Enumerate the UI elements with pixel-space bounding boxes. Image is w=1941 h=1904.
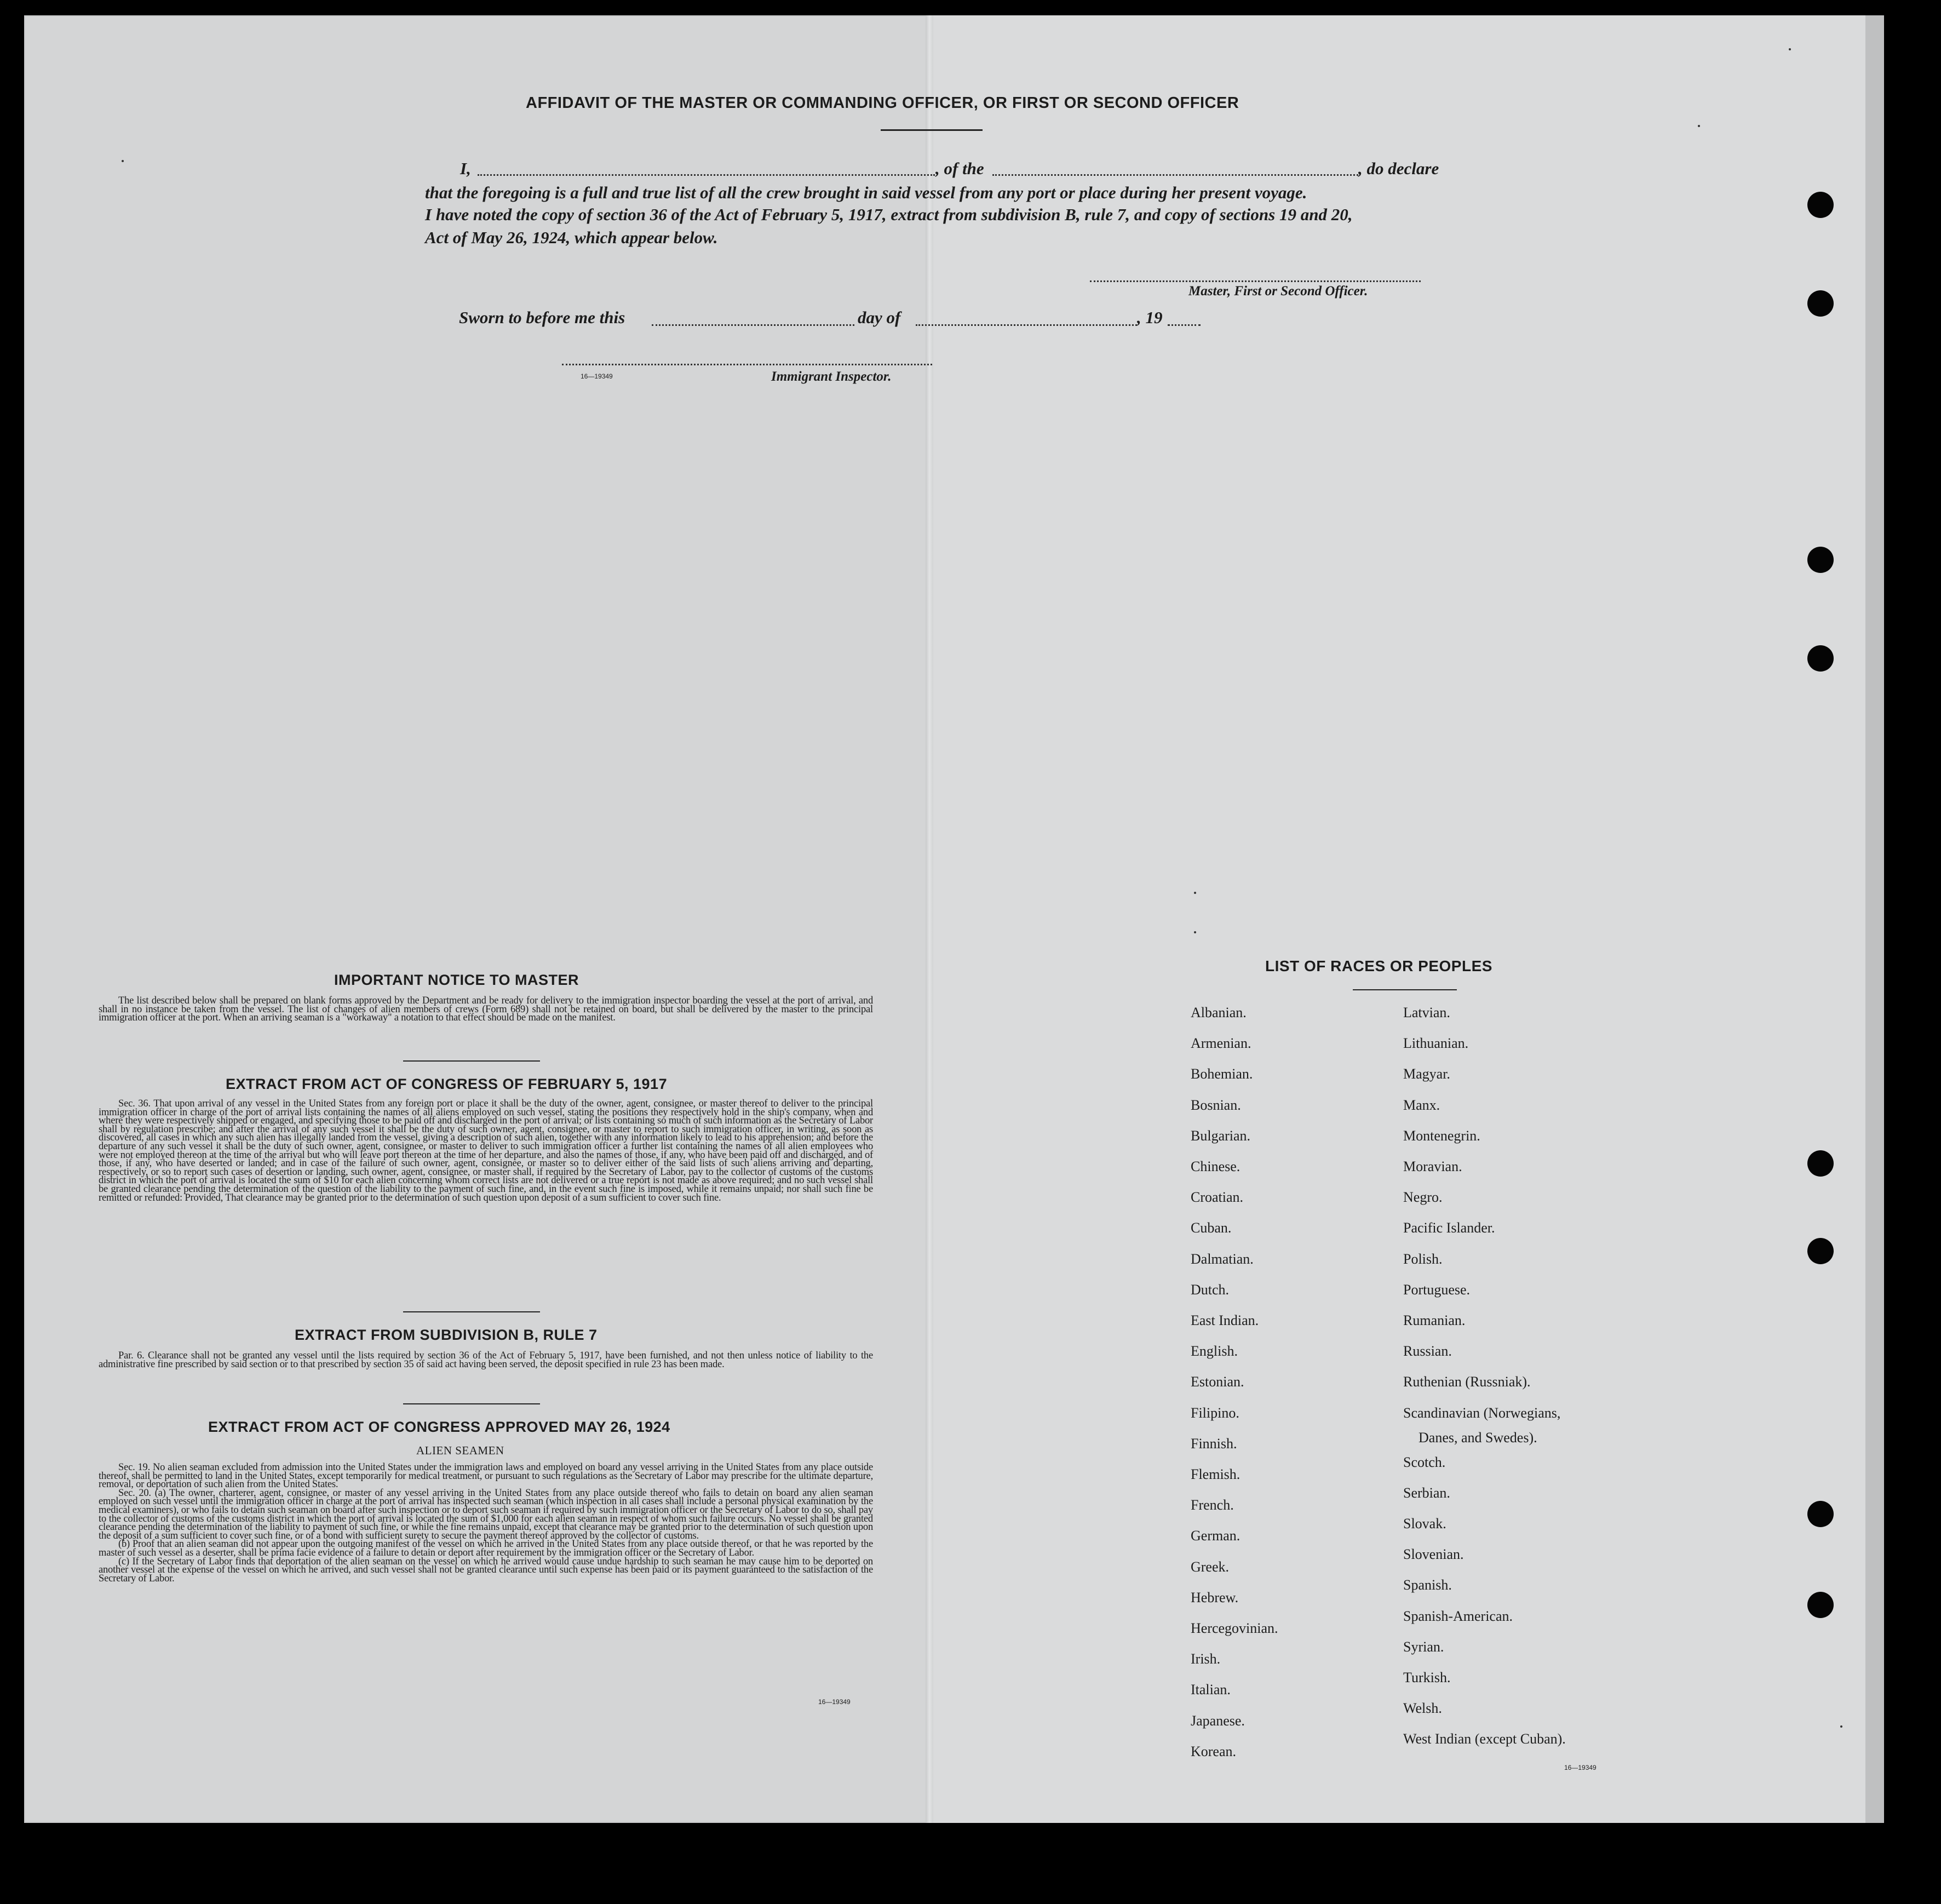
race-item: Greek. xyxy=(1191,1558,1230,1575)
race-item: Spanish-American. xyxy=(1403,1608,1513,1624)
sworn-end: , 19 xyxy=(1137,308,1163,327)
race-item: German. xyxy=(1191,1528,1241,1544)
races-title-underline xyxy=(1353,989,1457,990)
race-item: Italian. xyxy=(1191,1682,1231,1698)
race-item: Lithuanian. xyxy=(1403,1035,1469,1052)
extract-1924-text-block xyxy=(99,1464,873,1583)
race-item: Estonian. xyxy=(1191,1374,1244,1390)
affidavit-title: AFFIDAVIT OF THE MASTER OR COMMANDING OFFICER, OR FIRST OR SECOND OFFICER xyxy=(526,94,1239,112)
race-item: Albanian. xyxy=(1191,1005,1247,1020)
race-item: East Indian. xyxy=(1191,1312,1259,1328)
race-item: Irish. xyxy=(1191,1651,1221,1667)
race-item: Bosnian. xyxy=(1191,1097,1241,1113)
sworn-month-field[interactable] xyxy=(916,324,1137,326)
race-item: Croatian. xyxy=(1191,1189,1244,1206)
sec20a-paragraph: Sec. 20. (a) The owner, charterer, agent, consignee, or master of any vessel arriving in the United States from any place outside thereof who fails to detain on board any alien seaman employed on such vessel until the immigration officer in charge at the port of arrival has inspected such seaman (which inspection in all cases shall include a personal physical examination by the medical examiners), or who fails to detain such seaman on board after such inspection or to deport such seaman if required by such immigration officer or the Secretary of Labor to do so, shall pay to the collector of customs of the customs district in which the port of arrival is located the sum of $1,000 for each alien seaman in respect of whom such failure occurs. No vessel shall be granted clearance pending the determination of the liability to payment of such fine, or while the fine remains unpaid, except that clearance may be granted prior to the determination of such question upon the deposit of a sum sufficient to cover such fine, or of a bond with sufficient surety to secure the payment thereof approved by the collector of customs. xyxy=(99,1487,873,1541)
rule7-title: EXTRACT FROM SUBDIVISION B, RULE 7 xyxy=(295,1327,598,1343)
punch-hole xyxy=(1807,192,1834,218)
race-item: Pacific Islander. xyxy=(1403,1220,1495,1236)
race-item: English. xyxy=(1191,1343,1238,1360)
race-item: Montenegrin. xyxy=(1403,1127,1480,1144)
rule7-text-block xyxy=(99,1352,873,1369)
race-item: Bulgarian. xyxy=(1191,1127,1251,1144)
affidavit-line4: Act of May 26, 1924, which appear below. xyxy=(425,228,718,247)
extract-1917-title: EXTRACT FROM ACT OF CONGRESS OF FEBRUARY 5, 1917 xyxy=(226,1076,668,1092)
race-item: Hercegovinian. xyxy=(1191,1620,1278,1636)
race-item: Welsh. xyxy=(1403,1700,1442,1717)
affidavit-line1-start: I, xyxy=(460,159,471,178)
race-item: Dutch. xyxy=(1191,1281,1230,1298)
sworn-year-field[interactable] xyxy=(1168,324,1201,326)
affidavit-line2: that the foregoing is a full and true list of all the crew brought in said vessel from any port or place during her present voyage. xyxy=(425,183,1307,202)
scan-speck xyxy=(122,160,124,162)
affidavit-line1-end: , do declare xyxy=(1358,159,1439,178)
affidavit-form-number: 16—19349 xyxy=(581,372,613,380)
race-item: Korean. xyxy=(1191,1743,1237,1759)
vessel-name-field[interactable] xyxy=(992,174,1358,176)
race-item: Portuguese. xyxy=(1403,1281,1471,1298)
sec20c-paragraph: (c) If the Secretary of Labor finds that deportation of the alien seaman on the vessel on which he arrived would cause undue hardship to such seaman he may cause him to be deported on another vessel at the expense of the vessel on which he arrived, and such vessel shall not be granted clearance until such expense has been paid or its payment guaranteed to the satisfaction of the Secretary of Labor. xyxy=(99,1556,873,1584)
punch-hole xyxy=(1807,1592,1834,1618)
race-item: Manx. xyxy=(1403,1097,1440,1113)
race-item: Negro. xyxy=(1403,1189,1443,1206)
title-underline xyxy=(881,129,983,131)
document-right-panel xyxy=(931,15,1865,1823)
race-item: Bohemian. xyxy=(1191,1066,1253,1082)
race-item: Chinese. xyxy=(1191,1159,1241,1174)
punch-hole xyxy=(1807,547,1834,573)
affidavit-line1-mid: , of the xyxy=(935,159,984,178)
race-item: Ruthenian (Russniak). xyxy=(1403,1374,1531,1390)
punch-hole xyxy=(1807,1238,1834,1264)
page-edge xyxy=(1865,15,1884,1823)
scan-speck xyxy=(1698,125,1700,127)
extract-form-number: 16—19349 xyxy=(818,1698,851,1706)
race-item: Magyar. xyxy=(1403,1066,1450,1082)
race-item: French. xyxy=(1191,1497,1234,1513)
race-item: Serbian. xyxy=(1403,1484,1450,1501)
race-item: Polish. xyxy=(1403,1251,1443,1267)
races-title: LIST OF RACES OR PEOPLES xyxy=(1265,957,1492,974)
master-signature-label: Master, First or Second Officer. xyxy=(1188,284,1368,299)
race-item: Syrian. xyxy=(1403,1638,1444,1655)
races-form-number: 16—19349 xyxy=(1564,1764,1597,1771)
sworn-day-field[interactable] xyxy=(652,324,854,326)
sec19-paragraph: Sec. 19. No alien seaman excluded from admission into the United States under the immigration laws and employed on board any vessel arriving in the United States from any place outside thereof, shall be permitted to land in the United States, except temporarily for medical treatment, or pursuant to such regulations as the Secretary of Labor may prescribe for the ultimate departure, removal, or deportation of such alien from the United States. xyxy=(99,1462,873,1490)
section-divider xyxy=(403,1060,540,1062)
race-item: Russian. xyxy=(1403,1343,1452,1360)
race-item: Hebrew. xyxy=(1191,1589,1239,1605)
race-item: Flemish. xyxy=(1191,1466,1241,1482)
extract-1917-text-block xyxy=(99,1100,873,1202)
punch-hole xyxy=(1807,290,1834,317)
notice-paragraph: The list described below shall be prepared on blank forms approved by the Department and be ready for delivery to the immigration inspector boarding the vessel at the port of arrival, and shall in no instance be taken from the vessel. The list of changes of alien members of crews (Form 689) shall not be retained on board, but shall be delivered by the master to the principal immigration officer at the port. When an arriving seaman is a "workaway" a notation to that effect should be made on the manifest. xyxy=(99,995,873,1024)
par6-paragraph: Par. 6. Clearance shall not be granted any vessel until the lists required by section 36 of the Act of February 5, 1917, have been furnished, and not then unless notice of liability to the administrative fine prescribed by said section or to that prescribed by section 35 of said act having been served, the deposit specified in rule 23 has been made. xyxy=(99,1350,873,1370)
race-item: Turkish. xyxy=(1403,1670,1451,1685)
extract-1924-title: EXTRACT FROM ACT OF CONGRESS APPROVED MAY 26, 1924 xyxy=(208,1419,670,1435)
race-item: Slovak. xyxy=(1403,1516,1446,1532)
race-item: Slovenian. xyxy=(1403,1546,1464,1563)
race-item: Dalmatian. xyxy=(1191,1251,1254,1267)
notice-title: IMPORTANT NOTICE TO MASTER xyxy=(334,972,579,988)
race-item: Filipino. xyxy=(1191,1404,1239,1421)
race-item: Scandinavian (Norwegians, xyxy=(1403,1404,1561,1421)
inspector-signature-field[interactable] xyxy=(562,364,932,365)
alien-seamen-subtitle: ALIEN SEAMEN xyxy=(416,1444,504,1457)
scan-speck xyxy=(1194,931,1196,933)
notice-text-block xyxy=(99,997,873,1023)
section-36-paragraph: Sec. 36. That upon arrival of any vessel in the United States from any foreign port or place it shall be the duty of the owner, agent, consignee, or master thereof to deliver to the principal immigration officer in charge of the port of arrival lists containing the names of all aliens employed on such vessel, stating the positions they respectively hold in the ship's company, when and where they were respectively shipped or engaged, and specifying those to be paid off and discharged in the port of arrival; or lists containing so much of such information as the Secretary of Labor shall by regulation prescribe; and after the arrival of any such vessel it shall be the duty of such owner, agent, consignee, or master to report to such immigration officer, in writing, as soon as discovered, all cases in which any such alien has illegally landed from the vessel, giving a description of such alien, together with any information likely to lead to his apprehension; and before the departure of any such vessel it shall be the duty of such owner, agent, consignee, or master to deliver to such immigration officer a further list containing the names of all alien employees who were not employed thereon at the time of the arrival but who will leave port thereon at the time of her departure, and also the names of those, if any, who have been paid off and discharged, and of those, if any, who have deserted or landed; and in case of the failure of such owner, agent, consignee, or master so to deliver either of the said lists of such aliens arriving and departing, respectively, or so to report such cases of desertion or landing, such owner, agent, consignee, or master shall, if required by the Secretary of Labor, pay to the collector of customs of the customs district in which the port of arrival is located the sum of $10 for each alien concerning whom correct lists are not delivered or a true report is not made as above required; and no such vessel shall be granted clearance pending the determination of the question of the liability to the payment of such fine, and, in the event such fine is imposed, while it remains unpaid; nor shall such fine be remitted or refunded: Provided, That clearance may be granted prior to the determination of such question upon deposit of a sum sufficient to cover such fine. xyxy=(99,1098,873,1203)
race-item: Armenian. xyxy=(1191,1035,1251,1052)
race-item: Moravian. xyxy=(1403,1159,1462,1174)
center-fold xyxy=(926,15,933,1823)
scan-speck xyxy=(1840,1725,1842,1728)
race-item: West Indian (except Cuban). xyxy=(1403,1731,1566,1747)
inspector-label: Immigrant Inspector. xyxy=(771,369,892,384)
race-item: Japanese. xyxy=(1191,1712,1245,1729)
affidavit-line3: I have noted the copy of section 36 of the Act of February 5, 1917, extract from subdivision B, rule 7, and copy of sections 19 and 20, xyxy=(425,205,1353,224)
punch-hole xyxy=(1807,645,1834,672)
master-signature-field[interactable] xyxy=(1090,280,1421,282)
race-item: Scotch. xyxy=(1403,1454,1446,1470)
sworn-start: Sworn to before me this xyxy=(459,308,625,327)
race-item: Finnish. xyxy=(1191,1435,1237,1452)
race-item: Cuban. xyxy=(1191,1220,1232,1236)
section-divider xyxy=(403,1311,540,1312)
scan-speck xyxy=(1194,892,1196,894)
punch-hole xyxy=(1807,1501,1834,1527)
section-divider xyxy=(403,1403,540,1404)
race-item-continuation: Danes, and Swedes). xyxy=(1419,1430,1537,1446)
race-item: Latvian. xyxy=(1403,1005,1450,1020)
declarant-name-field[interactable] xyxy=(478,174,935,176)
punch-hole xyxy=(1807,1150,1834,1177)
sworn-mid: day of xyxy=(858,308,901,327)
race-item: Rumanian. xyxy=(1403,1312,1466,1328)
race-item: Spanish. xyxy=(1403,1577,1452,1593)
sec20b-paragraph: (b) Proof that an alien seaman did not appear upon the outgoing manifest of the vessel on which he arrived in the United States from any place outside thereof, or that he was reported by the master of such vessel as a deserter, shall be prima facie evidence of a failure to detain or deport after requirement by the immigration officer or the Secretary of Labor. xyxy=(99,1539,873,1558)
scan-speck xyxy=(1789,48,1791,50)
